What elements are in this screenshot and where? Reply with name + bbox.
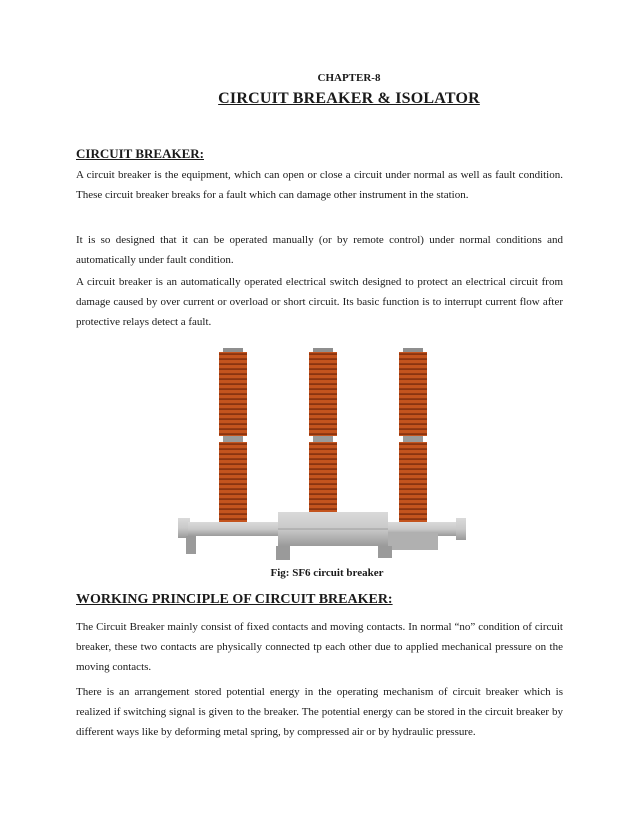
page-title: CIRCUIT BREAKER & ISOLATOR	[218, 90, 480, 107]
paragraph: A circuit breaker is the equipment, which can open or close a circuit under normal as well as fault condition. These circuit breaker breaks for a fault which can damage other instrument in the station.	[76, 169, 563, 201]
figure-caption: Fig: SF6 circuit breaker	[270, 567, 384, 579]
chapter-label: CHAPTER-8	[317, 72, 381, 84]
insulator-column-left	[219, 348, 247, 522]
section-heading-circuit-breaker: CIRCUIT BREAKER:	[76, 146, 204, 161]
paragraph: There is an arrangement stored potential energy in the operating mechanism of circuit breaker which is realized if switching signal is given to the breaker. The potential energy can be stored in the circuit breaker by different ways like by deforming metal spring, by compressed air or by hydraulic pressure.	[76, 686, 563, 738]
insulator-column-middle	[309, 348, 337, 522]
section-heading-working-principle: WORKING PRINCIPLE OF CIRCUIT BREAKER:	[76, 592, 393, 607]
paragraph: The Circuit Breaker mainly consist of fixed contacts and moving contacts. In normal “no” condition of circuit breaker, these two contacts are physically connected tp each other due to applied mechanical pressure on the moving contacts.	[76, 621, 563, 673]
paragraph: A circuit breaker is an automatically operated electrical switch designed to protect an electrical circuit from damage caused by over current or overload or short circuit. Its basic function is to interrupt current flow after protective relays detect a fault.	[76, 276, 563, 328]
insulator-column-right	[399, 348, 427, 522]
sf6-circuit-breaker-figure	[178, 340, 468, 565]
paragraph: It is so designed that it can be operated manually (or by remote control) under normal conditions and automatically under fault condition.	[76, 234, 563, 266]
